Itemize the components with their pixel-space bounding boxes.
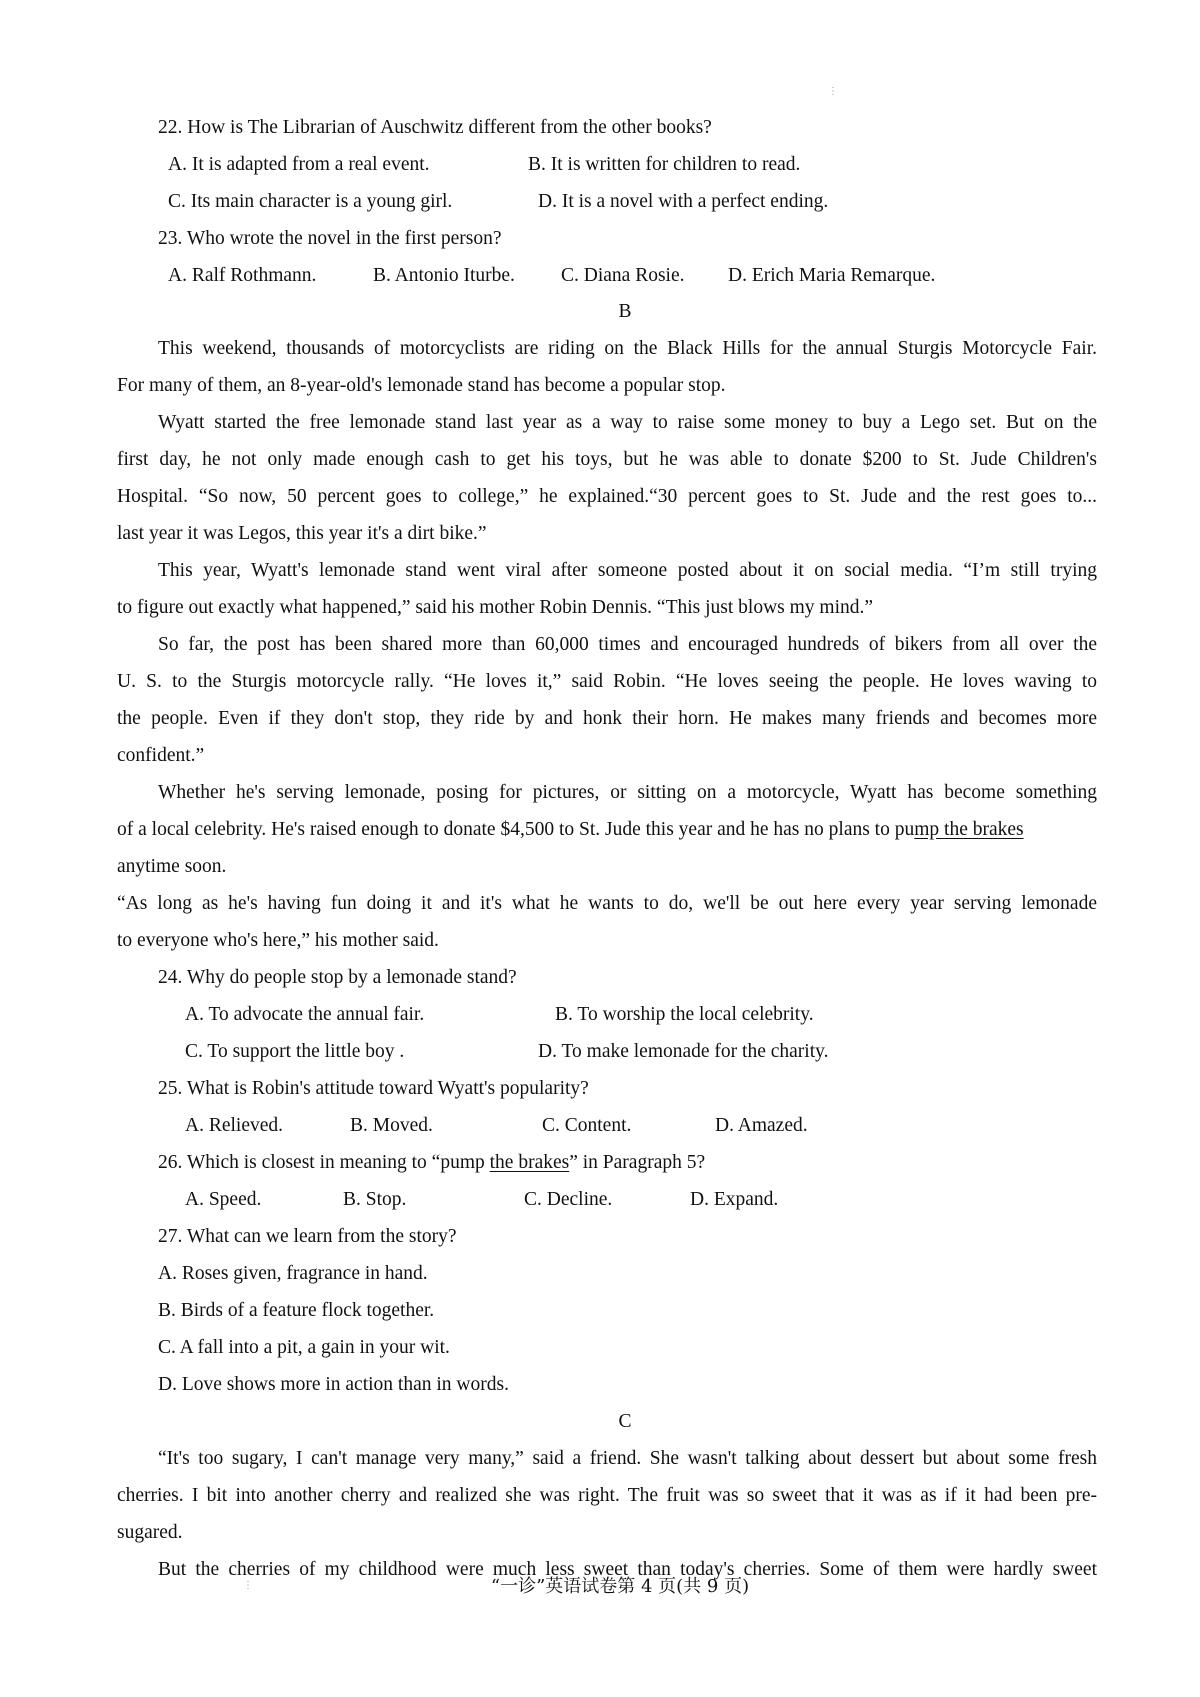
q23-option-b: B. Antonio Iturbe. (373, 265, 515, 286)
q27-option-a: A. Roses given, fragrance in hand. (158, 1263, 428, 1284)
q24-option-c: C. To support the little boy . (185, 1041, 405, 1062)
paragraph-line: to figure out exactly what happened,” said his mother Robin Dennis. “This just blows my mind.” (117, 597, 874, 618)
q24-option-d: D. To make lemonade for the charity. (538, 1041, 829, 1062)
paragraph-line: cherries. I bit into another cherry and realized she was right. The fruit was so sweet that it was as if it had been pre- (117, 1485, 1097, 1506)
scan-speck: ⋮ (243, 1580, 253, 1591)
q25-option-d: D. Amazed. (715, 1115, 808, 1136)
q25-question: 25. What is Robin's attitude toward Wyatt's popularity? (158, 1078, 589, 1099)
q23-question: 23. Who wrote the novel in the first person? (158, 228, 502, 249)
q24-question: 24. Why do people stop by a lemonade stand? (158, 967, 517, 988)
q27-option-c: C. A fall into a pit, a gain in your wit. (158, 1337, 450, 1358)
q24-option-a: A. To advocate the annual fair. (185, 1004, 425, 1025)
paragraph-line: confident.” (117, 745, 205, 766)
q26-question-text: ” in Paragraph 5? (569, 1152, 706, 1173)
paragraph-line: first day, he not only made enough cash to get his toys, but he was able to donate $200 to St. Jude Children's (117, 449, 1097, 470)
q22-option-a: A. It is adapted from a real event. (168, 154, 430, 175)
q27-option-b: B. Birds of a feature flock together. (158, 1300, 435, 1321)
paragraph-text: of a local celebrity. He's raised enough to donate $4,500 to St. Jude this year and he has no plans to pu (117, 819, 915, 840)
paragraph-line: last year it was Legos, this year it's a dirt bike.” (117, 523, 487, 544)
paragraph-line: “As long as he's having fun doing it and it's what he wants to do, we'll be out here every year serving lemonade (117, 893, 1097, 914)
paragraph-line: anytime soon. (117, 856, 227, 877)
paragraph-line: U. S. to the Sturgis motorcycle rally. “He loves it,” said Robin. “He loves seeing the people. He loves waving to (117, 671, 1097, 692)
paragraph-line (117, 817, 1024, 843)
q27-option-d: D. Love shows more in action than in words. (158, 1374, 509, 1395)
paragraph-line: This weekend, thousands of motorcyclists are riding on the Black Hills for the annual Sturgis Motorcycle Fair. (158, 338, 1097, 359)
paragraph-line: “It's too sugary, I can't manage very many,” said a friend. She wasn't talking about dessert but about some fresh (158, 1448, 1097, 1469)
scan-speck: ⋮ (828, 86, 838, 97)
q22-question: 22. How is The Librarian of Auschwitz different from the other books? (158, 117, 712, 138)
q26-option-d: D. Expand. (690, 1189, 779, 1210)
q23-option-d: D. Erich Maria Remarque. (728, 265, 936, 286)
q23-option-c: C. Diana Rosie. (561, 265, 685, 286)
q24-option-b: B. To worship the local celebrity. (555, 1004, 814, 1025)
q22-option-d: D. It is a novel with a perfect ending. (538, 191, 829, 212)
q27-question: 27. What can we learn from the story? (158, 1226, 457, 1247)
paragraph-line: sugared. (117, 1522, 183, 1543)
paragraph-line: For many of them, an 8-year-old's lemonade stand has become a popular stop. (117, 375, 726, 396)
q25-option-b: B. Moved. (350, 1115, 433, 1136)
q26-question (158, 1150, 705, 1176)
page-footer: “一诊”英语试卷第 4 页(共 9 页) (490, 1576, 750, 1597)
underlined-phrase: the brakes (489, 1152, 570, 1173)
underlined-phrase: mp the brakes (914, 819, 1024, 840)
paragraph-line: the people. Even if they don't stop, they ride by and honk their horn. He makes many friends and becomes more (117, 708, 1097, 729)
q25-option-c: C. Content. (542, 1115, 632, 1136)
paragraph-line: Hospital. “So now, 50 percent goes to college,” he explained.“30 percent goes to St. Jude and the rest goes to... (117, 486, 1097, 507)
q23-option-a: A. Ralf Rothmann. (168, 265, 317, 286)
q26-option-a: A. Speed. (185, 1189, 262, 1210)
paragraph-line: Whether he's serving lemonade, posing for pictures, or sitting on a motorcycle, Wyatt has become something (158, 782, 1097, 803)
q22-option-c: C. Its main character is a young girl. (168, 191, 453, 212)
q26-option-b: B. Stop. (343, 1189, 407, 1210)
paragraph-line: to everyone who's here,” his mother said. (117, 930, 439, 951)
section-c-heading: C (618, 1411, 632, 1432)
paragraph-line: But the cherries of my childhood were much less sweet than today's cherries. Some of them were hardly sweet (158, 1559, 1097, 1580)
q25-option-a: A. Relieved. (185, 1115, 284, 1136)
q22-option-b: B. It is written for children to read. (528, 154, 801, 175)
paragraph-line: This year, Wyatt's lemonade stand went viral after someone posted about it on social media. “I’m still trying (158, 560, 1097, 581)
section-b-heading: B (618, 301, 632, 322)
paragraph-line: So far, the post has been shared more than 60,000 times and encouraged hundreds of bikers from all over the (158, 634, 1097, 655)
paragraph-line: Wyatt started the free lemonade stand last year as a way to raise some money to buy a Lego set. But on the (158, 412, 1097, 433)
q26-option-c: C. Decline. (524, 1189, 613, 1210)
q26-question-text: 26. Which is closest in meaning to “pump (158, 1152, 490, 1173)
